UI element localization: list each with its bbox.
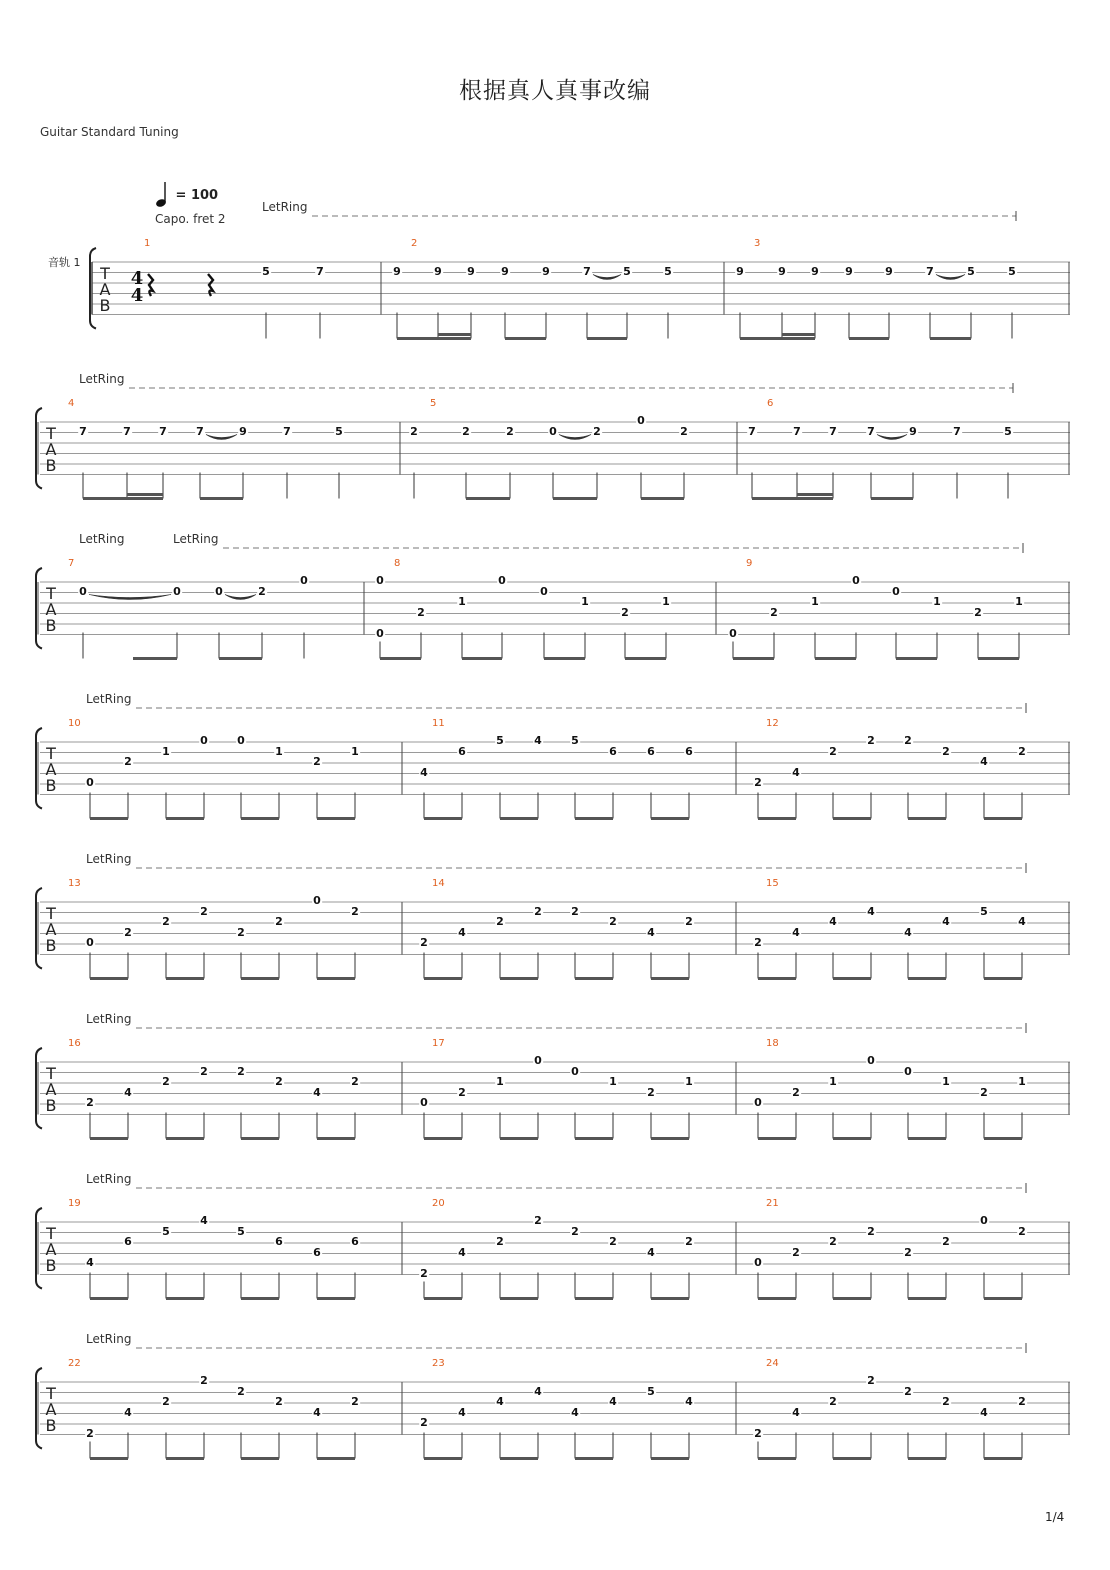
fret-number: 2 [867, 734, 875, 747]
system-bracket [36, 728, 42, 809]
measure-number: 12 [766, 718, 779, 729]
fret-number: 0 [79, 584, 87, 598]
fret-number: 4 [534, 734, 542, 747]
tab-clef-a: A [45, 1400, 57, 1419]
fret-number: 2 [680, 424, 688, 438]
tempo-prefix: = [175, 188, 187, 203]
measure-number: 11 [432, 718, 445, 729]
fret-number: 0 [215, 584, 223, 598]
fret-number: 0 [237, 734, 245, 747]
fret-number: 9 [239, 424, 247, 438]
fret-number: 2 [200, 1064, 208, 1078]
fret-number: 9 [885, 264, 893, 278]
fret-number: 2 [351, 904, 359, 918]
fret-number: 2 [942, 1395, 950, 1408]
measure-number: 2 [411, 238, 418, 249]
letring-label: LetRing [86, 1012, 132, 1026]
fret-number: 5 [647, 1384, 655, 1398]
fret-number: 0 [637, 414, 645, 427]
measure-number: 23 [432, 1358, 445, 1369]
fret-number: 6 [351, 1235, 359, 1248]
measure-number: 16 [68, 1038, 81, 1049]
fret-number: 0 [867, 1054, 875, 1067]
fret-number: 9 [501, 264, 509, 278]
fret-number: 2 [410, 424, 418, 438]
fret-number: 4 [458, 925, 466, 939]
fret-number: 2 [237, 1384, 245, 1398]
system-bracket [36, 408, 42, 489]
fret-number: 2 [534, 1214, 542, 1227]
fret-number: 7 [793, 424, 801, 438]
fret-number: 2 [904, 1245, 912, 1259]
fret-number: 0 [540, 584, 548, 598]
measure-number: 5 [430, 398, 437, 409]
fret-number: 6 [609, 744, 617, 758]
measure-number: 22 [68, 1358, 81, 1369]
tab-clef-b: B [45, 1096, 57, 1115]
fret-number: 6 [313, 1245, 321, 1259]
fret-number: 9 [778, 264, 786, 278]
fret-number: 4 [685, 1395, 693, 1408]
fret-number: 2 [829, 744, 837, 758]
fret-number: 2 [237, 1064, 245, 1078]
fret-number: 0 [534, 1054, 542, 1067]
time-signature-numerator: 4 [130, 268, 144, 289]
fret-number: 5 [262, 264, 270, 278]
fret-number: 9 [542, 264, 550, 278]
time-signature-denominator: 4 [130, 285, 144, 306]
fret-number: 4 [1018, 915, 1026, 928]
fret-number: 2 [647, 1085, 655, 1099]
fret-number: 9 [736, 264, 744, 278]
fret-number: 4 [980, 1405, 988, 1419]
fret-number: 1 [662, 595, 670, 608]
tab-clef-b: B [45, 456, 57, 475]
fret-number: 4 [420, 765, 428, 779]
fret-number: 2 [237, 925, 245, 939]
fret-number: 4 [124, 1405, 132, 1419]
fret-number: 2 [200, 1374, 208, 1387]
tie-arc [559, 435, 591, 440]
fret-number: 4 [792, 765, 800, 779]
measure-number: 3 [754, 238, 761, 249]
fret-number: 2 [609, 1235, 617, 1248]
fret-number: 2 [506, 424, 514, 438]
fret-number: 4 [496, 1395, 504, 1408]
fret-number: 2 [86, 1096, 94, 1109]
fret-number: 0 [754, 1096, 762, 1109]
system-bracket [36, 1208, 42, 1289]
fret-number: 5 [664, 264, 672, 278]
measure-number: 20 [432, 1198, 445, 1209]
tab-clef-a: A [45, 920, 57, 939]
fret-number: 7 [953, 424, 961, 438]
measure-number: 13 [68, 878, 81, 889]
fret-number: 2 [458, 1085, 466, 1099]
measure-number: 18 [766, 1038, 779, 1049]
tie-arc [593, 275, 621, 280]
fret-number: 0 [904, 1064, 912, 1078]
fret-number: 2 [162, 1395, 170, 1408]
tab-clef-t: T [46, 744, 56, 763]
fret-number: 5 [1008, 264, 1016, 278]
fret-number: 4 [534, 1384, 542, 1398]
system-bracket [36, 568, 42, 649]
fret-number: 5 [1004, 424, 1012, 438]
measure-number: 14 [432, 878, 445, 889]
fret-number: 2 [275, 915, 283, 928]
fret-number: 1 [942, 1075, 950, 1088]
tab-clef-t: T [46, 1064, 56, 1083]
system-bracket [36, 888, 42, 969]
fret-number: 5 [162, 1224, 170, 1238]
fret-number: 7 [196, 424, 204, 438]
page-number: 1/4 [1045, 1510, 1065, 1524]
tab-clef-t: T [46, 424, 56, 443]
tie-arc [877, 435, 907, 440]
score-title: 根据真人真事改编 [459, 78, 651, 104]
fret-number: 1 [609, 1075, 617, 1088]
fret-number: 0 [498, 574, 506, 587]
tab-clef-t: T [46, 1384, 56, 1403]
fret-number: 2 [351, 1075, 359, 1088]
fret-number: 6 [685, 744, 693, 758]
measure-number: 1 [144, 238, 151, 249]
fret-number: 0 [729, 626, 737, 640]
fret-number: 7 [583, 264, 591, 278]
fret-number: 4 [942, 915, 950, 928]
measure-number: 15 [766, 878, 779, 889]
quarter-rest [208, 274, 213, 296]
letring-label: LetRing [173, 532, 219, 546]
fret-number: 4 [980, 755, 988, 768]
fret-number: 2 [275, 1395, 283, 1408]
fret-number: 0 [571, 1064, 579, 1078]
fret-number: 2 [904, 734, 912, 747]
letring-label: LetRing [86, 1172, 132, 1186]
fret-number: 4 [792, 925, 800, 939]
measure-number: 19 [68, 1198, 81, 1209]
measure-number: 24 [766, 1358, 779, 1369]
fret-number: 4 [458, 1245, 466, 1259]
measure-number: 10 [68, 718, 81, 729]
fret-number: 2 [275, 1075, 283, 1088]
fret-number: 2 [1018, 744, 1026, 758]
system-bracket [36, 1048, 42, 1129]
tab-clef-b: B [99, 296, 111, 315]
fret-number: 1 [351, 744, 359, 758]
system-bracket [36, 1368, 42, 1449]
fret-number: 0 [313, 894, 321, 907]
fret-number: 5 [237, 1224, 245, 1238]
fret-number: 2 [754, 936, 762, 949]
fret-number: 2 [162, 1075, 170, 1088]
fret-number: 1 [1015, 595, 1023, 608]
fret-number: 2 [754, 1426, 762, 1440]
fret-number: 6 [458, 744, 466, 758]
fret-number: 2 [124, 755, 132, 768]
fret-number: 2 [609, 915, 617, 928]
fret-number: 7 [867, 424, 875, 438]
measure-number: 9 [746, 558, 753, 569]
tab-clef-a: A [45, 1080, 57, 1099]
fret-number: 9 [909, 424, 917, 438]
fret-number: 2 [86, 1426, 94, 1440]
fret-number: 1 [496, 1075, 504, 1088]
fret-number: 4 [86, 1256, 94, 1269]
fret-number: 2 [754, 776, 762, 789]
fret-number: 2 [685, 915, 693, 928]
fret-number: 2 [417, 605, 425, 619]
fret-number: 0 [892, 584, 900, 598]
fret-number: 0 [300, 574, 308, 587]
fret-number: 4 [571, 1405, 579, 1419]
tab-clef-b: B [45, 1416, 57, 1435]
fret-number: 2 [904, 1384, 912, 1398]
fret-number: 5 [571, 734, 579, 747]
fret-number: 4 [313, 1405, 321, 1419]
fret-number: 1 [1018, 1075, 1026, 1088]
fret-number: 7 [316, 264, 324, 278]
fret-number: 4 [647, 1245, 655, 1259]
tuning-label: Guitar Standard Tuning [40, 125, 179, 139]
fret-number: 2 [162, 915, 170, 928]
fret-number: 5 [335, 424, 343, 438]
fret-number: 9 [845, 264, 853, 278]
fret-number: 2 [571, 904, 579, 918]
tab-clef-t: T [100, 264, 110, 283]
fret-number: 5 [967, 264, 975, 278]
fret-number: 2 [462, 424, 470, 438]
fret-number: 7 [159, 424, 167, 438]
fret-number: 0 [86, 776, 94, 789]
fret-number: 0 [86, 936, 94, 949]
fret-number: 2 [496, 915, 504, 928]
fret-number: 2 [829, 1395, 837, 1408]
letring-label: LetRing [79, 532, 125, 546]
track-name: 音轨 1 [48, 256, 81, 269]
fret-number: 4 [124, 1085, 132, 1099]
fret-number: 2 [942, 744, 950, 758]
letring-label: LetRing [86, 1332, 132, 1346]
fret-number: 2 [534, 904, 542, 918]
fret-number: 6 [647, 744, 655, 758]
fret-number: 7 [79, 424, 87, 438]
tie-arc [225, 595, 256, 600]
fret-number: 2 [621, 605, 629, 619]
fret-number: 2 [867, 1224, 875, 1238]
fret-number: 2 [420, 936, 428, 949]
fret-number: 6 [275, 1235, 283, 1248]
fret-number: 6 [124, 1235, 132, 1248]
tab-clef-a: A [45, 440, 57, 459]
fret-number: 2 [420, 1416, 428, 1429]
measure-number: 6 [767, 398, 774, 409]
fret-number: 7 [123, 424, 131, 438]
fret-number: 9 [811, 264, 819, 278]
fret-number: 0 [173, 584, 181, 598]
fret-number: 2 [593, 424, 601, 438]
fret-number: 0 [852, 574, 860, 587]
fret-number: 2 [313, 755, 321, 768]
fret-number: 2 [792, 1085, 800, 1099]
fret-number: 2 [942, 1235, 950, 1248]
fret-number: 9 [467, 264, 475, 278]
fret-number: 5 [623, 264, 631, 278]
fret-number: 1 [581, 595, 589, 608]
quarter-rest [148, 274, 153, 296]
fret-number: 1 [811, 595, 819, 608]
fret-number: 7 [283, 424, 291, 438]
fret-number: 2 [980, 1085, 988, 1099]
fret-number: 2 [1018, 1395, 1026, 1408]
tab-clef-a: A [45, 760, 57, 779]
fret-number: 4 [609, 1395, 617, 1408]
tab-clef-b: B [45, 776, 57, 795]
fret-number: 2 [496, 1235, 504, 1248]
fret-number: 1 [162, 744, 170, 758]
fret-number: 0 [420, 1096, 428, 1109]
system-bracket [90, 248, 96, 329]
fret-number: 1 [685, 1075, 693, 1088]
fret-number: 1 [458, 595, 466, 608]
tab-clef-a: A [99, 280, 111, 299]
letring-label: LetRing [86, 692, 132, 706]
fret-number: 0 [200, 734, 208, 747]
fret-number: 0 [980, 1214, 988, 1227]
letring-label: LetRing [262, 200, 308, 214]
fret-number: 9 [434, 264, 442, 278]
tab-clef-a: A [45, 1240, 57, 1259]
fret-number: 2 [420, 1266, 428, 1280]
tab-clef-a: A [45, 600, 57, 619]
fret-number: 7 [748, 424, 756, 438]
fret-number: 4 [829, 915, 837, 928]
fret-number: 1 [275, 744, 283, 758]
tab-clef-b: B [45, 1256, 57, 1275]
fret-number: 0 [549, 424, 557, 438]
fret-number: 4 [647, 925, 655, 939]
letring-label: LetRing [86, 852, 132, 866]
fret-number: 2 [829, 1235, 837, 1248]
fret-number: 2 [792, 1245, 800, 1259]
tab-clef-t: T [46, 1224, 56, 1243]
tie-arc [206, 435, 237, 440]
measure-number: 7 [68, 558, 75, 569]
tab-clef-t: T [46, 584, 56, 603]
fret-number: 7 [829, 424, 837, 438]
fret-number: 2 [867, 1374, 875, 1387]
tab-clef-b: B [45, 936, 57, 955]
measure-number: 21 [766, 1198, 779, 1209]
measure-number: 4 [68, 398, 75, 409]
fret-number: 1 [829, 1075, 837, 1088]
capo-label: Capo. fret 2 [155, 212, 226, 226]
fret-number: 4 [458, 1405, 466, 1419]
fret-number: 4 [867, 904, 875, 918]
fret-number: 2 [258, 584, 266, 598]
fret-number: 0 [376, 574, 384, 587]
fret-number: 5 [980, 904, 988, 918]
fret-number: 2 [770, 605, 778, 619]
fret-number: 9 [393, 264, 401, 278]
fret-number: 4 [792, 1405, 800, 1419]
measure-number: 8 [394, 558, 401, 569]
fret-number: 2 [200, 904, 208, 918]
tempo-value: 100 [190, 188, 219, 203]
fret-number: 2 [1018, 1224, 1026, 1238]
fret-number: 4 [200, 1214, 208, 1227]
measure-number: 17 [432, 1038, 445, 1049]
tie-arc [936, 275, 965, 280]
fret-number: 2 [351, 1395, 359, 1408]
fret-number: 2 [685, 1235, 693, 1248]
fret-number: 2 [571, 1224, 579, 1238]
fret-number: 2 [974, 605, 982, 619]
fret-number: 7 [926, 264, 934, 278]
tie-arc [89, 595, 171, 600]
fret-number: 5 [496, 734, 504, 747]
fret-number: 0 [754, 1256, 762, 1269]
tab-clef-b: B [45, 616, 57, 635]
fret-number: 0 [376, 626, 384, 640]
letring-label: LetRing [79, 372, 125, 386]
tab-clef-t: T [46, 904, 56, 923]
fret-number: 1 [933, 595, 941, 608]
fret-number: 4 [904, 925, 912, 939]
fret-number: 4 [313, 1085, 321, 1099]
fret-number: 2 [124, 925, 132, 939]
